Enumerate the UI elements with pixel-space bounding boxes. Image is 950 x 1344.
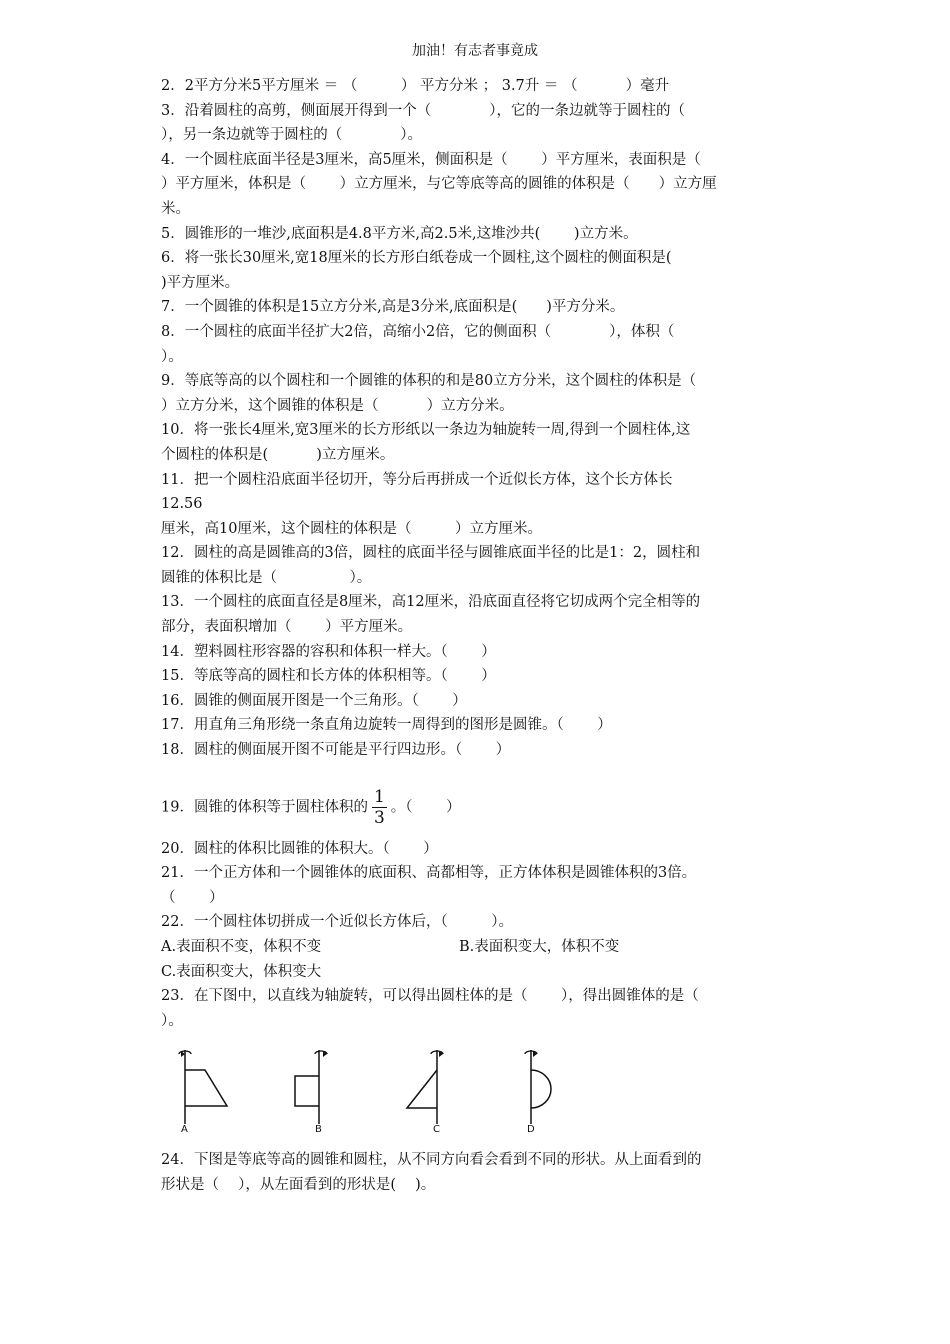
question-10-line-1: 10．将一张长4厘米,宽3厘米的长方形纸以一条边为轴旋转一周,得到一个圆柱体,这 <box>161 422 691 439</box>
figure-label-b: B <box>315 1124 322 1135</box>
question-21-line-2: （ ） <box>161 889 224 906</box>
question-6-line-1: 6．将一张长30厘米,宽18厘米的长方形白纸卷成一个圆柱,这个圆柱的侧面积是( <box>161 250 672 267</box>
question-15: 15．等底等高的圆柱和长方体的体积相等。（ ） <box>161 668 496 685</box>
question-17: 17．用直角三角形绕一条直角边旋转一周得到的图形是圆锥。（ ） <box>161 717 612 734</box>
fraction-numerator: 1 <box>373 786 385 807</box>
question-23-line-1: 23．在下图中，以直线为轴旋转，可以得出圆柱体的是（ ），得出圆锥体的是（ <box>161 988 699 1005</box>
question-14: 14．塑料圆柱形容器的容积和体积一样大。（ ） <box>161 643 496 660</box>
question-13-line-1: 13．一个圆柱的底面直径是8厘米，高12厘米，沿底面直径将它切成两个完全相等的 <box>161 594 701 611</box>
question-5: 5．圆锥形的一堆沙,底面积是4.8平方米,高2.5米,这堆沙共( )立方米。 <box>161 225 638 242</box>
question-24-line-2: 形状是（ ），从左面看到的形状是( )。 <box>161 1176 436 1193</box>
question-20: 20．圆柱的体积比圆锥的体积大。（ ） <box>161 840 438 857</box>
question-22-options <box>161 935 791 960</box>
fraction-one-third <box>372 787 387 828</box>
question-16: 16．圆锥的侧面展开图是一个三角形。（ ） <box>161 692 467 709</box>
question-24-line-1: 24．下图是等底等高的圆锥和圆柱，从不同方向看会看到不同的形状。从上面看到的 <box>161 1152 702 1168</box>
figure-b <box>285 1048 355 1135</box>
question-22: 22．一个圆柱体切拼成一个近似长方体后，（ ）。 <box>161 914 513 931</box>
figure-c <box>401 1048 471 1135</box>
question-3-line-2: ），另一条边就等于圆柱的（ ）。 <box>161 127 422 144</box>
question-4-line-2: ）平方厘米，体积是（ ）立方厘米，与它等底等高的圆锥的体积是（ ）立方厘 <box>161 176 717 193</box>
question-6-line-2: )平方厘米。 <box>161 274 240 291</box>
triangle-rotation-icon <box>401 1048 471 1128</box>
semicircle-rotation-icon <box>515 1048 585 1128</box>
question-4-line-3: 米。 <box>161 200 190 217</box>
question-11-line-1: 11．把一个圆柱沿底面半径切开，等分后再拼成一个近似长方体，这个长方体长 <box>161 471 673 488</box>
fraction-denominator: 3 <box>373 807 385 828</box>
question-13-line-2: 部分，表面积增加（ ）平方厘米。 <box>161 619 413 636</box>
figure-label-c: C <box>433 1124 440 1135</box>
figure-label-d: D <box>527 1124 535 1135</box>
question-4-line-1: 4．一个圆柱底面半径是3厘米，高5厘米，侧面积是（ ）平方厘米，表面积是（ <box>161 151 701 168</box>
question-12-line-2: 圆锥的体积比是（ ）。 <box>161 569 372 586</box>
question-8-line-1: 8．一个圆柱的底面半径扩大2倍，高缩小2倍，它的侧面积（ ），体积（ <box>161 323 675 340</box>
figure-label-a: A <box>181 1124 188 1135</box>
question-list <box>161 74 791 1033</box>
option-a: A.表面积不变，体积不变 <box>161 939 322 955</box>
question-19 <box>161 763 791 837</box>
question-19-tail: 。（ ） <box>390 799 461 816</box>
question-18: 18．圆柱的侧面展开图不可能是平行四边形。（ ） <box>161 742 511 759</box>
question-10-line-2: 个圆柱的体积是( )立方厘米。 <box>161 446 395 463</box>
question-2: 2．2平方分米5平方厘米 ＝ （ ） 平方分米 ； 3.7升 ＝ （ ）毫升 <box>161 78 670 94</box>
question-9-line-1: 9．等底等高的以个圆柱和一个圆锥的体积的和是80立方分米，这个圆柱的体积是（ <box>161 373 697 390</box>
question-8-line-2: ）。 <box>161 348 183 365</box>
question-12-line-1: 12．圆柱的高是圆锥高的3倍，圆柱的底面半径与圆锥底面半径的比是1：2，圆柱和 <box>161 545 701 562</box>
question-19-text: 19．圆锥的体积等于圆柱体积的 <box>161 799 368 816</box>
trapezoid-rotation-icon <box>165 1048 235 1128</box>
question-11-line-3: 厘米，高10厘米，这个圆柱的体积是（ ）立方厘米。 <box>161 520 542 537</box>
option-b: B.表面积变大，体积不变 <box>459 939 620 955</box>
question-11-line-2: 12.56 <box>161 496 203 513</box>
square-rotation-icon <box>285 1048 355 1128</box>
question-21-line-1: 21．一个正方体和一个圆锥体的底面积、高都相等，正方体体积是圆锥体积的3倍。 <box>161 865 697 882</box>
question-3-line-1: 3．沿着圆柱的高剪，侧面展开得到一个（ ），它的一条边就等于圆柱的（ <box>161 102 685 119</box>
figure-a <box>165 1048 235 1135</box>
page-header: 加油！有志者事竟成 <box>412 43 538 59</box>
figure-d <box>515 1048 585 1135</box>
question-7: 7．一个圆锥的体积是15立方分米,高是3分米,底面积是( )平方分米。 <box>161 299 625 316</box>
question-9-line-2: ）立方分米，这个圆锥的体积是（ ）立方分米。 <box>161 397 514 414</box>
question-23-line-2: ）。 <box>161 1012 183 1029</box>
rotation-figures <box>165 1048 585 1140</box>
question-24 <box>161 1148 791 1197</box>
option-c: C.表面积变大，体积变大 <box>161 963 322 980</box>
